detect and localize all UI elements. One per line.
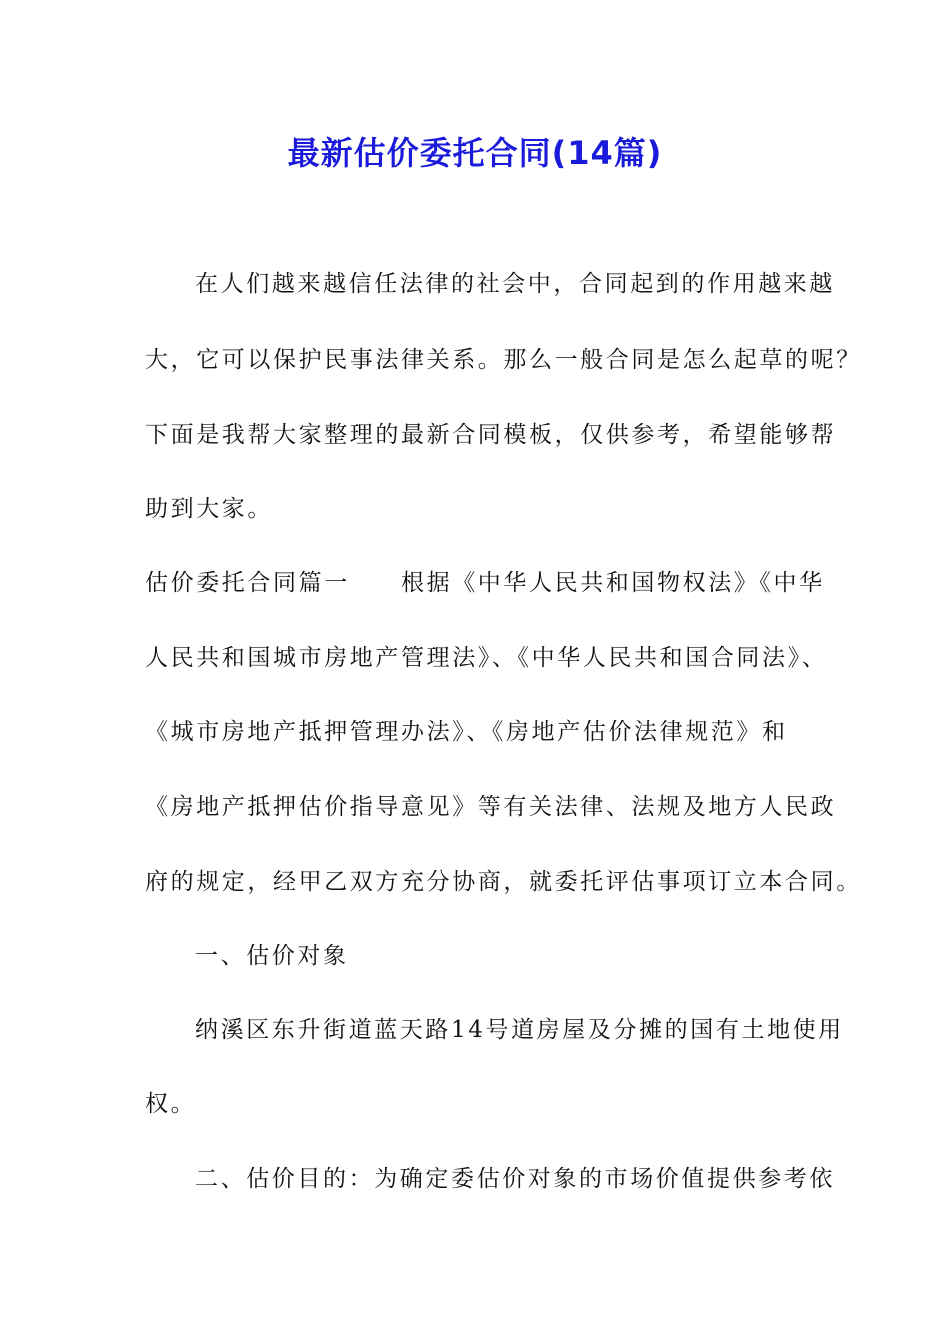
paragraph-line: 大，它可以保护民事法律关系。那么一般合同是怎么起草的呢？ xyxy=(145,347,862,373)
document-title: 最新估价委托合同(14篇) xyxy=(287,134,663,172)
paragraph-line: 府的规定，经甲乙双方充分协商，就委托评估事项订立本合同。 xyxy=(145,869,862,895)
paragraph-line: 在人们越来越信任法律的社会中，合同起到的作用越来越 xyxy=(195,271,835,297)
paragraph-line: 人民共和国城市房地产管理法》、《中华人民共和国合同法》、 xyxy=(145,645,828,671)
paragraph-line: 下面是我帮大家整理的最新合同模板，仅供参考，希望能够帮 xyxy=(145,422,837,448)
paragraph-line: 《房地产抵押估价指导意见》等有关法律、法规及地方人民政 xyxy=(145,794,837,820)
clause-heading: 一、估价对象 xyxy=(195,943,349,969)
clause-line: 二、估价目的：为确定委估价对象的市场价值提供参考依 xyxy=(195,1166,835,1192)
section-heading-line: 估价委托合同篇一 根据《中华人民共和国物权法》《中华 xyxy=(145,570,825,596)
paragraph-line: 《城市房地产抵押管理办法》、《房地产估价法律规范》和 xyxy=(145,719,788,745)
paragraph-line: 助到大家。 xyxy=(145,496,273,522)
paragraph-line: 权。 xyxy=(145,1091,197,1117)
paragraph-line: 纳溪区东升街道蓝天路14号道房屋及分摊的国有土地使用 xyxy=(195,1017,844,1043)
